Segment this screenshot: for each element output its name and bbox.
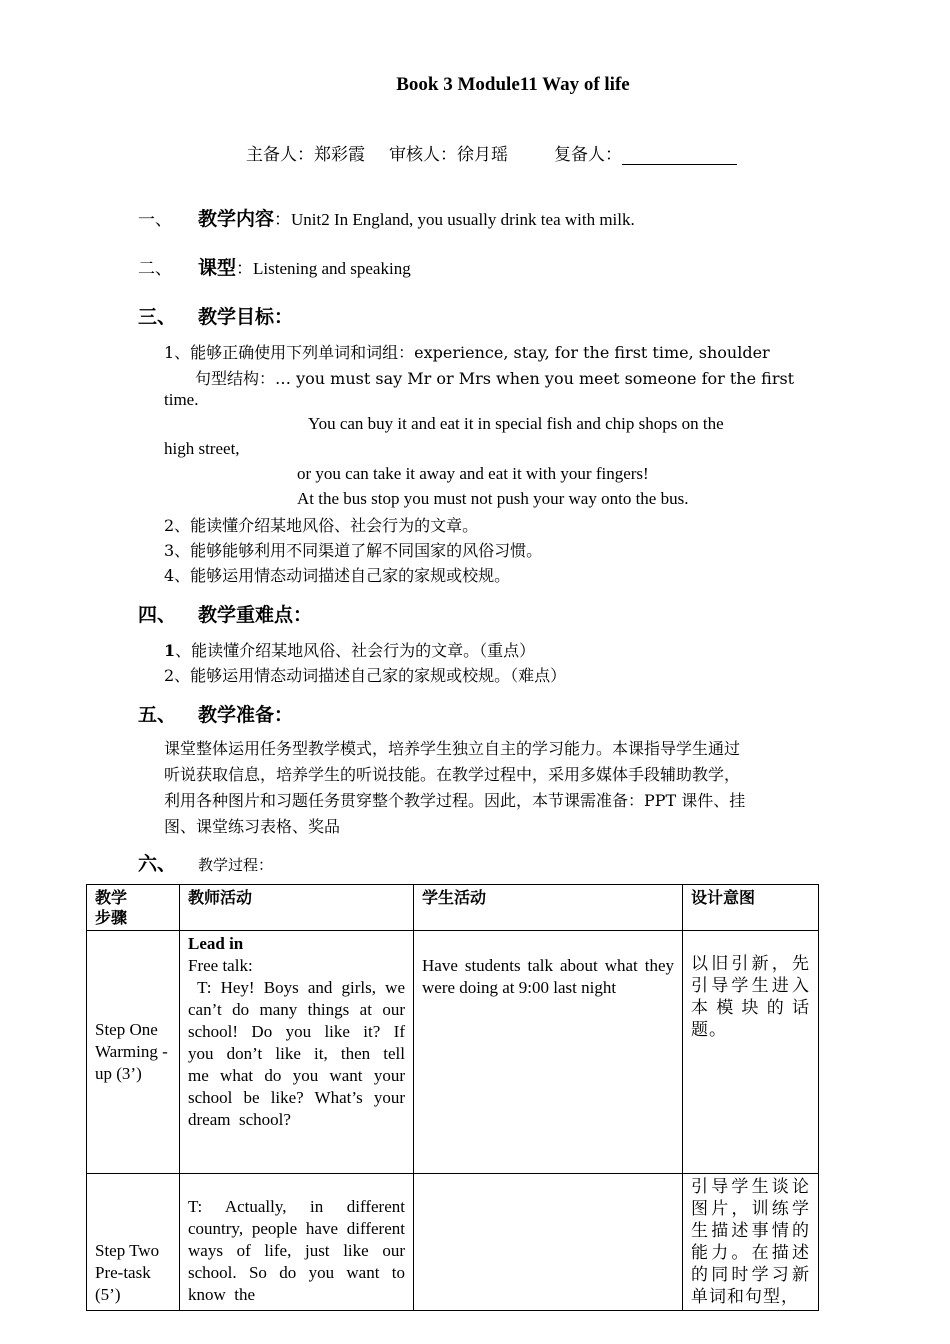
row-2-intent: 引导学生谈论图片，训练学生描述事情的能力。在描述的同时学习新单词和句型，	[683, 1174, 819, 1311]
main-preparer: 主备人：郑彩霞	[246, 145, 365, 165]
objective-2: 2、能读懂介绍某地风俗、社会行为的文章。	[164, 516, 479, 535]
row-1-teacher-sub: Free talk:	[188, 956, 253, 975]
key-point-1-text: 、能读懂介绍某地风俗、社会行为的文章。（重点）	[175, 641, 536, 660]
section-6	[138, 849, 273, 876]
section-1-text: ：Unit2 In England, you usually drink tea with milk.	[274, 210, 635, 229]
preparers-line	[246, 140, 737, 165]
row-1-step: Step One Warming -up (3’)	[87, 931, 180, 1174]
row-1-teacher-text: T: Hey! Boys and girls, we can’t do many things at our school! Do you like it? If you don’t like it, then tell me what do you want your school be like? What’s your dream school?	[188, 978, 414, 1129]
preparation-paragraph	[164, 736, 864, 840]
co-preparer: 复备人：	[554, 145, 622, 165]
preparation-line: 听说获取信息，培养学生的听说技能。在教学过程中，采用多媒体手段辅助教学，	[164, 765, 741, 784]
section-4-head: 教学重难点：	[198, 604, 313, 626]
preparation-line: 图、课堂练习表格、奖品	[164, 817, 341, 836]
section-4	[138, 600, 312, 627]
row-1-teacher-head: Lead in	[188, 934, 244, 953]
row-2-teacher: T: Actually, in different country, people have different ways of life, just like our school. So do you want to know the	[180, 1174, 414, 1311]
preparation-line: 利用各种图片和习题任务贯穿整个教学过程。因此，本节课需准备：PPT 课件、挂	[164, 791, 746, 810]
objective-pattern-a: 句型结构：… you must say Mr or Mrs when you meet someone for the first	[195, 369, 795, 388]
section-5	[138, 700, 293, 727]
section-5-head: 教学准备：	[198, 704, 294, 726]
row-2-student	[414, 1174, 683, 1311]
objective-pattern-b2: high street,	[164, 439, 240, 458]
row-2-step: Step Two Pre-task (5’)	[87, 1174, 180, 1311]
objective-1: 1、能够正确使用下列单词和词组：experience, stay, for the first time, shoulder	[164, 343, 770, 362]
table-row	[87, 931, 819, 1174]
row-1-teacher	[180, 931, 414, 1174]
section-3-num: 三、	[138, 306, 177, 328]
objective-pattern-c: or you can take it away and eat it with your fingers!	[297, 464, 649, 483]
section-1-head: 教学内容	[198, 208, 275, 230]
table-header-row	[87, 885, 819, 931]
objective-pattern-b: You can buy it and eat it in special fish and chip shops on the	[308, 414, 724, 433]
objective-3: 3、能够能够利用不同渠道了解不同国家的风俗习惯。	[164, 541, 543, 560]
table-row	[87, 1174, 819, 1311]
page-title: Book 3 Module11 Way of life	[396, 74, 630, 95]
section-4-num: 四、	[138, 604, 177, 626]
section-1-num: 一、	[138, 210, 172, 230]
header-intent: 设计意图	[683, 885, 819, 931]
preparation-line: 课堂整体运用任务型教学模式，培养学生独立自主的学习能力。本课指导学生通过	[164, 739, 741, 758]
row-1-intent: 以旧引新，先引导学生进入本模块的话题。	[683, 931, 819, 1174]
section-1	[138, 204, 635, 231]
section-6-num: 六、	[138, 853, 177, 875]
objective-pattern-d: At the bus stop you must not push your way onto the bus.	[297, 489, 689, 508]
section-3-head: 教学目标：	[198, 306, 294, 328]
co-preparer-blank	[622, 147, 737, 165]
header-step: 教学 步骤	[87, 885, 180, 931]
objective-pattern-a2: time.	[164, 390, 199, 409]
section-2-num: 二、	[138, 259, 172, 279]
section-6-head: 教学过程：	[198, 856, 274, 874]
key-point-1	[164, 638, 535, 661]
section-2-head: 课型	[198, 257, 237, 279]
objective-4: 4、能够运用情态动词描述自己家的家规或校规。	[164, 566, 511, 585]
key-point-2: 2、能够运用情态动词描述自己家的家规或校规。（难点）	[164, 666, 567, 685]
row-1-student: Have students talk about what they were doing at 9:00 last night	[414, 931, 683, 1174]
section-5-num: 五、	[138, 704, 177, 726]
header-teacher: 教师活动	[180, 885, 414, 931]
process-table	[86, 884, 819, 1311]
section-2	[138, 253, 411, 280]
reviewer: 审核人：徐月瑶	[389, 145, 508, 165]
header-student: 学生活动	[414, 885, 683, 931]
section-3	[138, 302, 293, 329]
section-2-text: ：Listening and speaking	[236, 259, 411, 278]
key-point-1-num: 1	[164, 641, 176, 660]
